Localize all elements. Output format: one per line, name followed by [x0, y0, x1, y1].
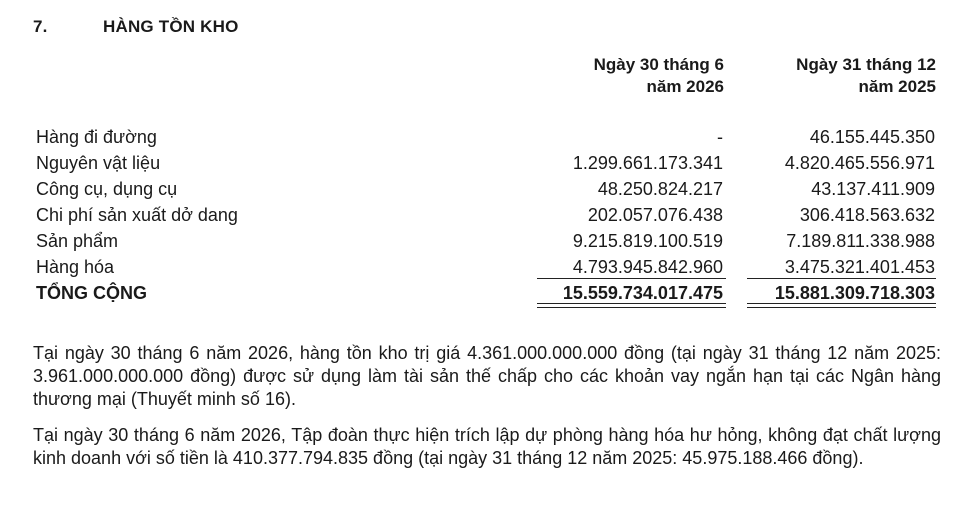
row-label: Hàng đi đường [36, 127, 157, 147]
note-paragraph-provision: Tại ngày 30 tháng 6 năm 2026, Tập đoàn thực hiện trích lập dự phòng hàng hóa hư hỏng, không đạt chất lượng kinh doanh với số tiền là 410.377.794.835 đồng (tại ngày 31 tháng 12 năm 2025: 45.975.188.466 đồng). [33, 425, 941, 468]
table-row [36, 176, 936, 202]
row-value-jun-2026: - [717, 127, 723, 147]
section-number: 7. [33, 17, 48, 36]
row-label: Nguyên vật liệu [36, 153, 161, 173]
column-header-line1: Ngày 31 tháng 12 [796, 55, 936, 74]
subtotal-rule [747, 278, 936, 279]
row-label: Công cụ, dụng cụ [36, 179, 178, 199]
row-value-jun-2026: 48.250.824.217 [597, 179, 723, 199]
row-value-dec-2025: 46.155.445.350 [809, 127, 935, 147]
total-double-rule [537, 303, 726, 308]
table-row [36, 150, 936, 176]
row-value-jun-2026: 1.299.661.173.341 [572, 153, 723, 173]
total-value-dec-2025: 15.881.309.718.303 [774, 283, 935, 303]
row-label: Sản phẩm [36, 231, 119, 251]
section-heading [33, 17, 239, 37]
column-header-line1: Ngày 30 tháng 6 [593, 55, 724, 74]
column-header-dec-2025 [796, 54, 936, 98]
section-title: HÀNG TỒN KHO [103, 17, 239, 36]
table-row [36, 202, 936, 228]
total-double-rule [747, 303, 936, 308]
row-value-dec-2025: 7.189.811.338.988 [786, 231, 935, 251]
column-header-jun-2026 [594, 54, 724, 98]
row-value-dec-2025: 4.820.465.556.971 [784, 153, 935, 173]
total-label: TỔNG CỘNG [36, 283, 147, 303]
column-header-line2: năm 2025 [858, 77, 936, 96]
row-label: Chi phí sản xuất dở dang [36, 205, 238, 225]
note-paragraph-collateral: Tại ngày 30 tháng 6 năm 2026, hàng tồn kho trị giá 4.361.000.000.000 đồng (tại ngày 31 tháng 12 năm 2025: 3.961.000.000.000 đồng) được sử dụng làm tài sản thế chấp cho các khoản vay ngắn hạn tại các Ngân hàng thương mại (Thuyết minh số 16). [33, 343, 941, 409]
table-row [36, 124, 936, 150]
row-value-jun-2026: 9.215.819.100.519 [572, 231, 723, 251]
table-row [36, 254, 936, 280]
column-header-line2: năm 2026 [646, 77, 724, 96]
row-value-dec-2025: 306.418.563.632 [799, 205, 935, 225]
row-value-dec-2025: 43.137.411.909 [811, 179, 935, 199]
table-row [36, 228, 936, 254]
total-value-jun-2026: 15.559.734.017.475 [562, 283, 723, 303]
subtotal-rule [537, 278, 726, 279]
row-value-dec-2025: 3.475.321.401.453 [784, 257, 935, 277]
row-value-jun-2026: 202.057.076.438 [587, 205, 723, 225]
row-label: Hàng hóa [36, 257, 115, 277]
row-value-jun-2026: 4.793.945.842.960 [572, 257, 723, 277]
